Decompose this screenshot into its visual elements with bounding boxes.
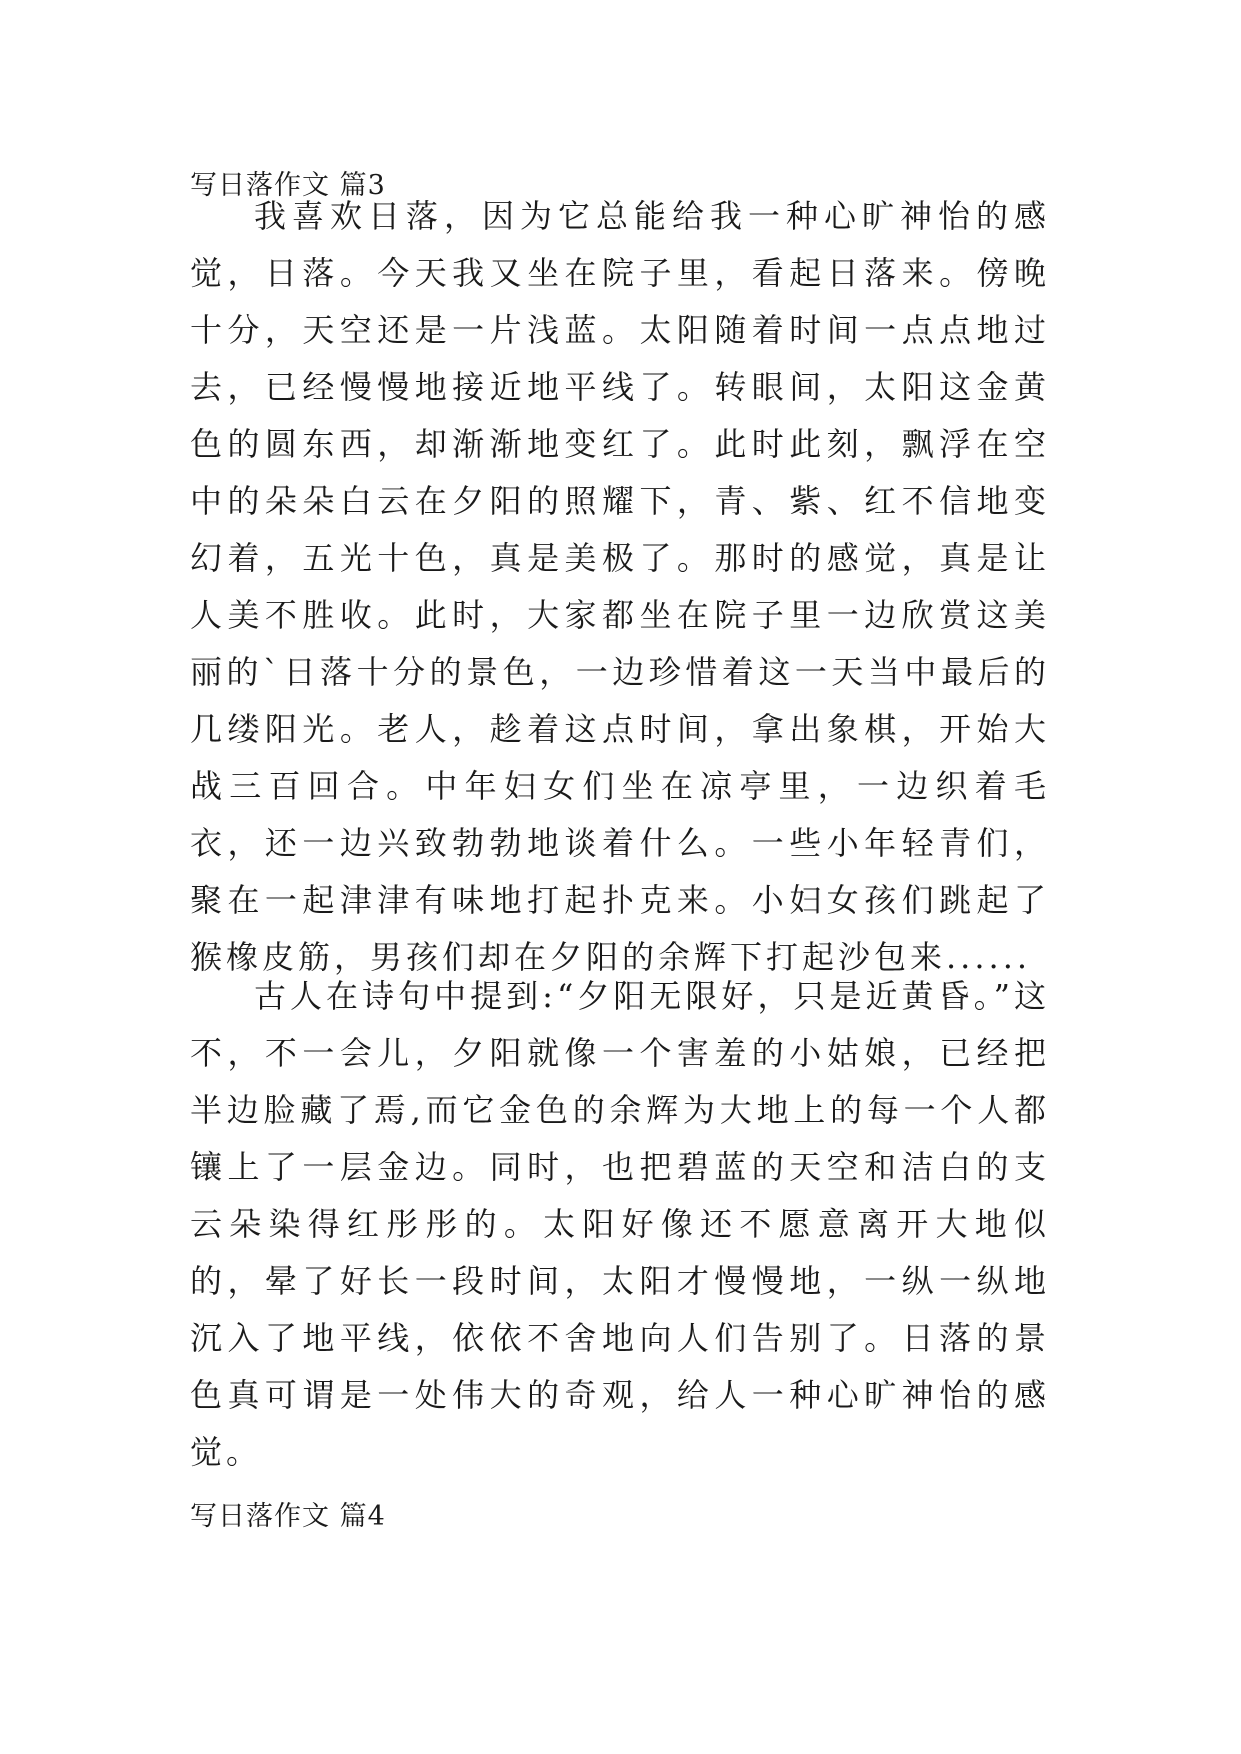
section-heading: 写日落作文 篇4 — [190, 1501, 386, 1532]
essay-paragraph: 我喜欢日落，因为它总能给我一种心旷神怡的感觉，日落。今天我又坐在院子里，看起日落来。傍晚十分，天空还是一片浅蓝。太阳随着时间一点点地过去，已经慢慢地接近地平线了。转眼间，太阳这金黄色的圆东西，却渐渐地变红了。此时此刻，飘浮在空中的朵朵白云在夕阳的照耀下，青、紫、红不信地变幻着，五光十色，真是美极了。那时的感觉，真是让人美不胜收。此时，大家都坐在院子里一边欣赏这美丽的`日落十分的景色，一边珍惜着这一天当中最后的几缕阳光。老人，趁着这点时间，拿出象棋，开始大战三百回合。中年妇女们坐在凉亭里，一边织着毛衣，还一边兴致勃勃地谈着什么。一些小年轻青们，聚在一起津津有味地打起扑克来。小妇女孩们跳起了猴橡皮筋，男孩们却在夕阳的余辉下打起沙包来...... — [190, 197, 1050, 976]
section-heading: 写日落作文 篇3 — [190, 170, 386, 201]
essay-paragraph: 古人在诗句中提到:“夕阳无限好，只是近黄昏。”这不，不一会儿，夕阳就像一个害羞的小姑娘，已经把半边脸藏了焉,而它金色的余辉为大地上的每一个人都镶上了一层金边。同时，也把碧蓝的天空和洁白的支云朵染得红彤彤的。太阳好像还不愿意离开大地似的，晕了好长一段时间，太阳才慢慢地，一纵一纵地沉入了地平线，依依不舍地向人们告别了。日落的景色真可谓是一处伟大的奇观，给人一种心旷神怡的感觉。 — [190, 977, 1050, 1471]
